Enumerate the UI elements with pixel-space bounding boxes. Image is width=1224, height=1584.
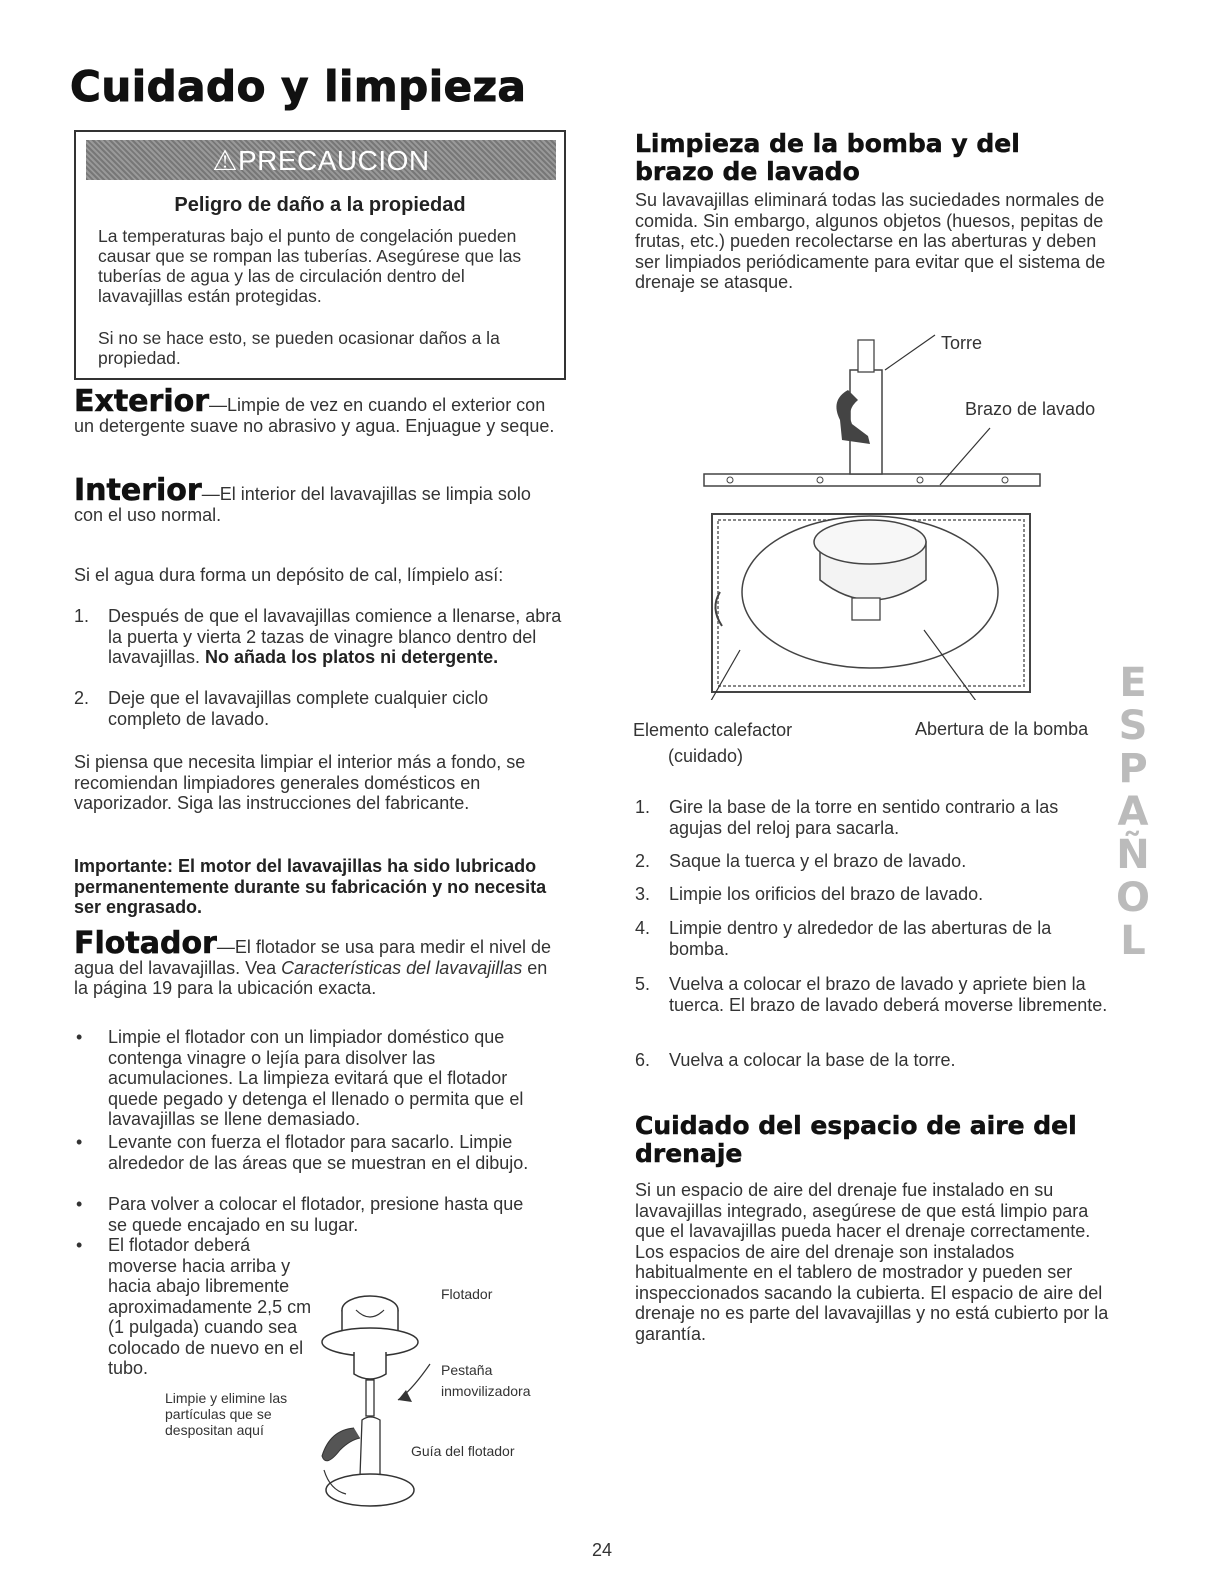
- bullet-text: Levante con fuerza el flotador para sacarlo. Limpie alrededor de las áreas que se muestran en el dibujo.: [108, 1132, 529, 1173]
- clean-here-label: Limpie y elimine las partículas que se despositan aquí: [165, 1390, 288, 1438]
- caution-text-1: La temperaturas bajo el punto de congelación pueden causar que se rompan las tuberías. Asegúrese que las tuberías de agua y las de circulación dentro del lavavajillas están protegidas.: [98, 226, 522, 306]
- list-item: • Levante con fuerza el flotador para sacarlo. Limpie alrededor de las áreas que se muestran en el dibujo.: [74, 1132, 544, 1173]
- step-number: 4.: [635, 918, 651, 938]
- step-text: Después de que el lavavajillas comience a llenarse, abra la puerta y vierta 2 tazas de vinagre blanco dentro del lavavajillas.: [108, 606, 562, 667]
- heater-label-line1: Elemento calefactor: [633, 720, 793, 740]
- step-number: 5.: [635, 974, 651, 994]
- float-label: Flotador: [441, 1286, 493, 1302]
- float-guide-label: Guía del flotador: [411, 1443, 515, 1459]
- step-number: 2.: [74, 688, 90, 708]
- pump-heading: Limpieza de la bomba y del brazo de lavado: [635, 129, 1020, 186]
- interior-heading: Interior: [74, 473, 202, 508]
- list-item: • Limpie el flotador con un limpiador doméstico que contenga vinagre o lejía para disolver las acumulaciones. La limpieza evitará que el flotador quede pegado y detenga el llenado o permita que el lavavajillas se llene demasiado.: [74, 1027, 544, 1130]
- bullet-text: El flotador deberá moverse hacia arriba y hacia abajo libremente aproximadamente 2,5 cm (1 pulgada) cuando sea colocado de nuevo en el tubo.: [108, 1235, 312, 1378]
- caution-text-2: Si no se hace esto, se pueden ocasionar daños a la propiedad.: [98, 328, 500, 368]
- exterior-text: —Limpie de vez en cuando el exterior con un detergente suave no abrasivo y agua. Enjuague y seque.: [74, 395, 555, 436]
- list-item: [74, 606, 564, 668]
- interior-text: —El interior del lavavajillas se limpia solo con el uso normal.: [74, 484, 531, 525]
- list-item: [635, 797, 1115, 838]
- float-text-a: —El flotador se usa para medir el nivel de agua del lavavajillas. Vea: [74, 937, 552, 978]
- bullet-text: Limpie el flotador con un limpiador doméstico que contenga vinagre o lejía para disolver las acumulaciones. La limpieza evitará que el flotador quede pegado y detenga el llenado o permita que el lavavajillas se llene demasiado.: [108, 1027, 524, 1129]
- air-gap-heading: Cuidado del espacio de aire del drenaje: [635, 1111, 1077, 1168]
- exterior-section: [74, 384, 560, 436]
- exterior-heading: Exterior: [74, 384, 210, 419]
- tab-label-line2: inmovilizadora: [441, 1383, 531, 1399]
- pump-intro: Su lavavajillas eliminará todas las suciedades normales de comida. Sin embargo, algunos objetos (huesos, pepitas de frutas, etc.) pueden recolectarse en las aberturas y deben ser limpiados periódicamente para evitar que el sistema de drenaje se atasque.: [635, 190, 1106, 292]
- step-text: Vuelva a colocar el brazo de lavado y apriete bien la tuerca. El brazo de lavado deberá moverse libremente.: [669, 974, 1108, 1015]
- tower-label: Torre: [941, 333, 983, 353]
- list-item: • El flotador deberá moverse hacia arriba y hacia abajo libremente aproximadamente 2,5 cm (1 pulgada) cuando sea colocado de nuevo en el tubo.: [74, 1235, 314, 1379]
- list-item: [635, 884, 1115, 905]
- air-gap-text: Si un espacio de aire del drenaje fue instalado en su lavavajillas integrado, asegúrese de que está limpio para que el lavavajillas pueda hacer el drenaje correctamente. Los espacios de aire del drenaje son instalados habitualmente en el tablero de mostrador y pueden ser inspeccionados sacando la cubierta. El espacio de aire del drenaje no es parte del lavavajillas y no está cubierto por la garantía.: [635, 1180, 1109, 1344]
- pump-opening-label: Abertura de la bomba: [915, 719, 1089, 739]
- list-item: [635, 974, 1115, 1015]
- list-item: [635, 851, 1115, 872]
- step-text: Vuelva a colocar la base de la torre.: [669, 1050, 956, 1070]
- step-text: Limpie dentro y alrededor de las aberturas de la bomba.: [669, 918, 1052, 959]
- step-bold-text: No añada los platos ni detergente.: [205, 647, 499, 667]
- step-number: 1.: [74, 606, 90, 626]
- interior-more-text: Si piensa que necesita limpiar el interior más a fondo, se recomiendan limpiadores generales domésticos en vaporizador. Siga las instrucciones del fabricante.: [74, 752, 526, 813]
- float-heading: Flotador: [74, 926, 217, 961]
- bullet-text: Para volver a colocar el flotador, presione hasta que se quede encajado en su lugar.: [108, 1194, 524, 1235]
- float-section: [74, 926, 558, 999]
- list-item: [74, 688, 564, 729]
- step-number: 6.: [635, 1050, 651, 1070]
- list-item: [635, 1050, 1115, 1071]
- heater-label-line2: (cuidado): [668, 746, 744, 766]
- list-item: [635, 918, 1115, 959]
- step-text: Saque la tuerca y el brazo de lavado.: [669, 851, 967, 871]
- wash-arm-label: Brazo de lavado: [965, 399, 1096, 419]
- step-number: 2.: [635, 851, 651, 871]
- step-number: 3.: [635, 884, 651, 904]
- float-diagram: [300, 1280, 480, 1520]
- caution-header-label: ⚠PRECAUCION: [212, 144, 430, 176]
- page-number: 24: [592, 1540, 613, 1560]
- step-number: 1.: [635, 797, 651, 817]
- interior-section: [74, 473, 560, 525]
- page-title: Cuidado y limpieza: [70, 62, 527, 111]
- step-text: Deje que el lavavajillas complete cualquier ciclo completo de lavado.: [108, 688, 489, 729]
- caution-subtitle: Peligro de daño a la propiedad: [174, 194, 466, 216]
- caution-box: [74, 130, 566, 380]
- important-note: Importante: El motor del lavavajillas ha sido lubricado permanentemente durante su fabricación y no necesita ser engrasado.: [74, 856, 547, 917]
- float-text-b: en la página 19 para la ubicación exacta.: [74, 957, 548, 998]
- tab-label-line1: Pestaña: [441, 1362, 493, 1378]
- step-text: Limpie los orificios del brazo de lavado.: [669, 884, 984, 904]
- language-side-tab: ESPAÑOL: [1110, 660, 1156, 961]
- caution-header: [86, 140, 556, 180]
- pump-diagram: [700, 330, 1060, 700]
- step-text: Gire la base de la torre en sentido contrario a las agujas del reloj para sacarla.: [669, 797, 1059, 838]
- float-text-italic: Características del lavavajillas: [281, 957, 523, 978]
- hard-water-text: Si el agua dura forma un depósito de cal, límpielo así:: [74, 565, 504, 585]
- list-item: • Para volver a colocar el flotador, presione hasta que se quede encajado en su lugar.: [74, 1194, 544, 1235]
